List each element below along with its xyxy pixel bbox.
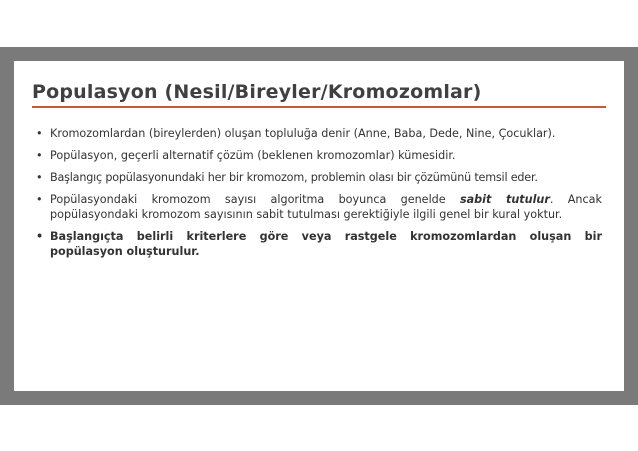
bullet-marker: •: [36, 171, 43, 184]
bullet-item: [32, 148, 602, 163]
bullet-text: Başlangıç popülasyonundaki her bir kromozom, problemin olası bir çözümünü temsil eder.: [50, 171, 538, 184]
bullet-item: [32, 192, 602, 222]
bullet-marker: •: [36, 127, 43, 140]
slide-title: Populasyon (Nesil/Bireyler/Kromozomlar): [32, 81, 482, 103]
bullet-text-after: . Ancak popülasyondaki kromozom sayısının sabit tutulması gerektiğiyle ilgili genel bir kural yoktur.: [50, 193, 602, 221]
bullet-text: Başlangıçta belirli kriterlere göre veya rastgele kromozomlardan oluşan bir popülasyon oluşturulur.: [50, 230, 602, 258]
slide: [14, 61, 624, 391]
bullet-text-before: Popülasyondaki kromozom sayısı algoritma boyunca genelde: [50, 193, 460, 206]
bullet-marker: •: [36, 193, 43, 206]
title-underline: [32, 106, 606, 108]
bullet-item: [32, 229, 602, 259]
slide-frame: [0, 47, 638, 405]
bullet-text: Kromozomlardan (bireylerden) oluşan topluluğa denir (Anne, Baba, Dede, Nine, Çocuklar).: [50, 127, 556, 140]
bullet-item: [32, 126, 602, 141]
bullet-list: [32, 126, 602, 266]
bullet-marker: •: [36, 230, 44, 243]
bullet-emphasis: sabit tutulur: [459, 193, 550, 206]
bullet-marker: •: [36, 149, 43, 162]
bullet-item: [32, 170, 602, 185]
bullet-text: Popülasyon, geçerli alternatif çözüm (beklenen kromozomlar) kümesidir.: [50, 149, 456, 162]
